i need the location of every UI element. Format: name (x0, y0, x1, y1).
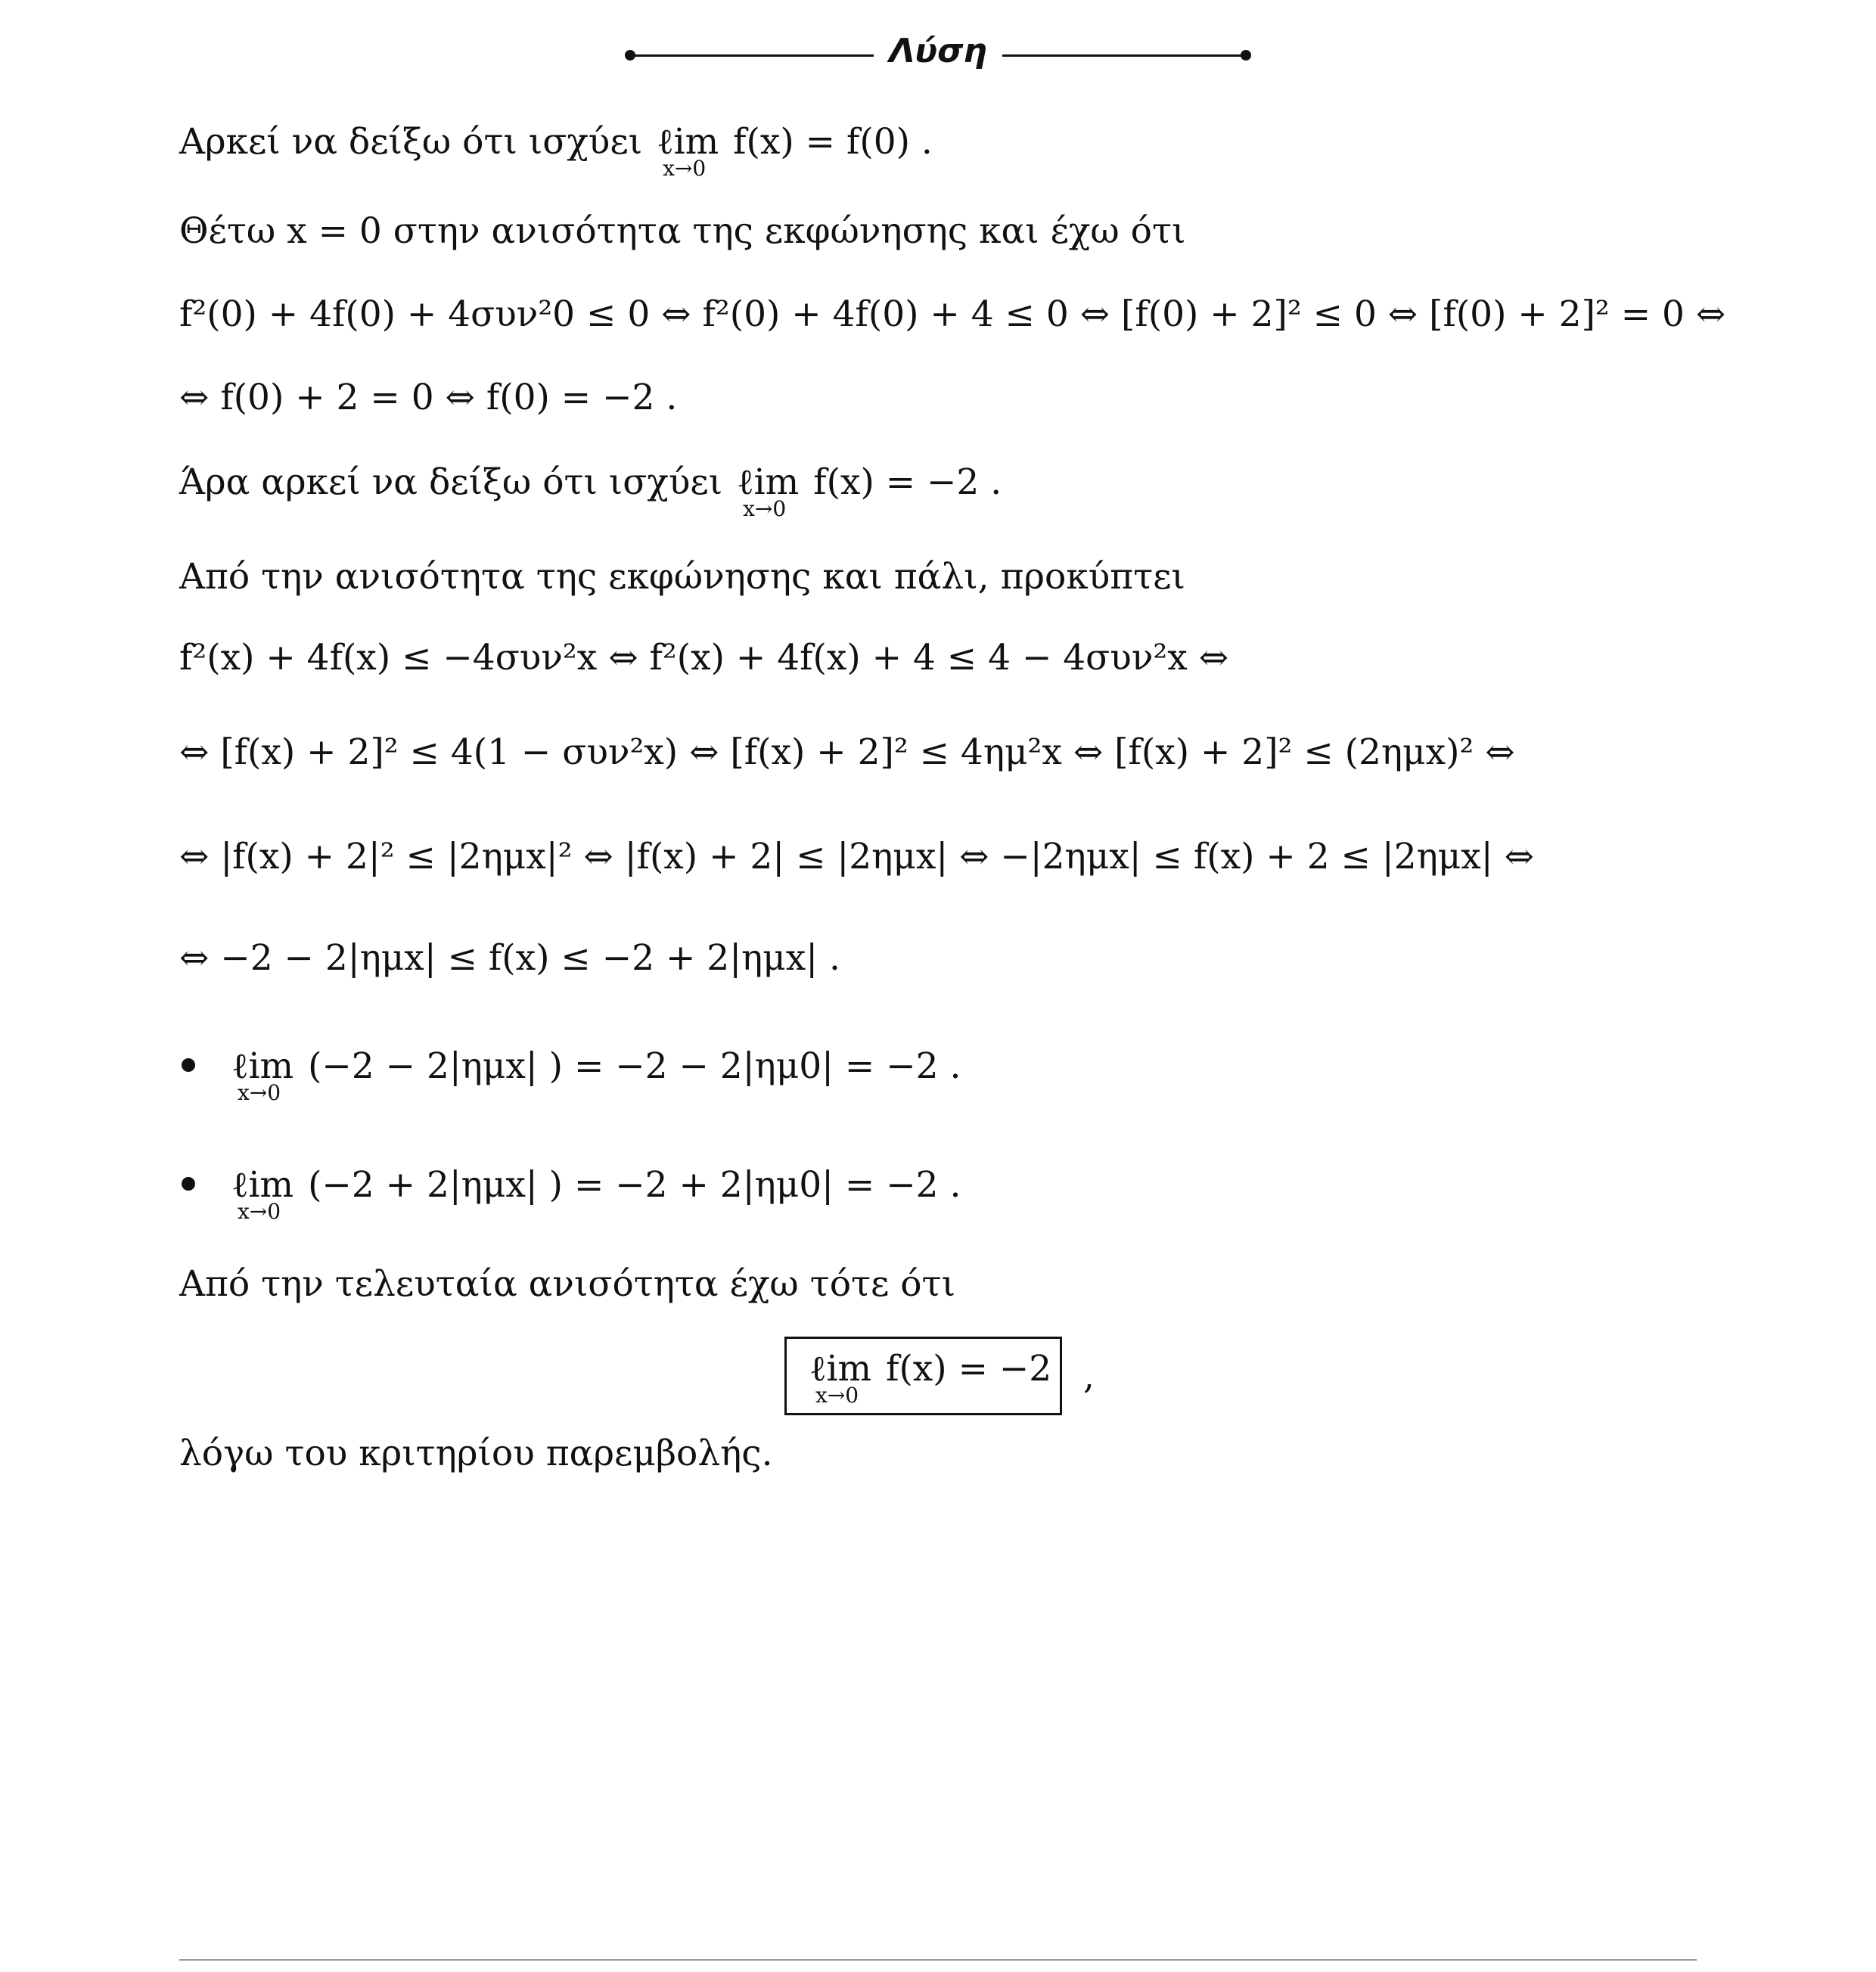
limit-operator: ℓim x→0 (231, 1164, 294, 1224)
header-dot-right (1241, 50, 1251, 61)
math-line-2 (179, 375, 677, 421)
limit-subscript: x→0 (238, 1080, 281, 1105)
line-text: Αρκεί να δείξω ότι ισχύει (179, 121, 654, 163)
limit-subscript: x→0 (238, 1199, 281, 1224)
result-text: f(x) = −2 (874, 1348, 1052, 1390)
equation-text: ⇔ [f(x) + 2]² ≤ 4(1 − συν²x) ⇔ [f(x) + 2]² ≤ 4ημ²x ⇔ [f(x) + 2]² ≤ (2ημx)² ⇔ (179, 731, 1515, 773)
text-line-5 (179, 1262, 955, 1307)
bullet-line-2 (228, 1163, 961, 1224)
boxed-result (784, 1337, 1062, 1415)
header-rule-right (1002, 54, 1248, 57)
text-line-3 (179, 460, 1002, 521)
text-line-6 (179, 1431, 773, 1477)
limit-operator: ℓim x→0 (809, 1348, 872, 1408)
limit-operator: ℓim x→0 (657, 121, 719, 181)
equation-text: (−2 + 2|ημx| ) = −2 + 2|ημ0| = −2 . (297, 1164, 961, 1206)
math-line-5 (179, 834, 1534, 880)
limit-operator: ℓim x→0 (231, 1045, 294, 1105)
section-header (628, 32, 1248, 77)
line-text: Από την τελευταία ανισότητα έχω τότε ότι (179, 1263, 956, 1305)
equation-text: ⇔ |f(x) + 2|² ≤ |2ημx|² ⇔ |f(x) + 2| ≤ |2ημx| ⇔ −|2ημx| ≤ f(x) + 2 ≤ |2ημx| ⇔ (179, 836, 1534, 877)
text-line-1 (179, 120, 933, 181)
bullet-1 (182, 1058, 195, 1072)
line-text-tail: f(x) = −2 . (802, 461, 1002, 503)
line-text: λόγω του κριτηρίου παρεμβολής. (179, 1433, 773, 1474)
line-text: Θέτω x = 0 στην ανισότητα της εκφώνησης και έχω ότι (179, 210, 1186, 252)
math-line-3 (179, 635, 1228, 681)
math-line-6 (179, 936, 840, 981)
equation-text: ⇔ −2 − 2|ημx| ≤ f(x) ≤ −2 + 2|ημx| . (179, 937, 840, 979)
limit-operator: ℓim x→0 (737, 461, 800, 521)
section-title: Λύση (889, 32, 987, 70)
line-text: Άρα αρκεί να δείξω ότι ισχύει (179, 461, 735, 503)
text-line-2 (179, 209, 1185, 254)
line-text: Από την ανισότητα της εκφώνησης και πάλι, προκύπτει (179, 556, 1185, 598)
equation-text: f²(x) + 4f(x) ≤ −4συν²x ⇔ f²(x) + 4f(x) + 4 ≤ 4 − 4συν²x ⇔ (179, 637, 1229, 679)
limit-subscript: x→0 (743, 496, 787, 521)
limit-subscript: x→0 (815, 1383, 859, 1408)
result-comma: , (1083, 1356, 1095, 1397)
bullet-line-1 (228, 1044, 961, 1105)
equation-text: ⇔ f(0) + 2 = 0 ⇔ f(0) = −2 . (179, 377, 678, 418)
text-line-4 (179, 554, 1185, 600)
footer-rule (179, 1959, 1697, 1961)
equation-text: (−2 − 2|ημx| ) = −2 − 2|ημ0| = −2 . (297, 1045, 961, 1087)
line-text-tail: f(x) = f(0) . (722, 121, 933, 163)
math-line-1 (179, 292, 1725, 337)
limit-subscript: x→0 (663, 156, 707, 181)
math-line-4 (179, 730, 1515, 775)
equation-text: f²(0) + 4f(0) + 4συν²0 ≤ 0 ⇔ f²(0) + 4f(0) + 4 ≤ 0 ⇔ [f(0) + 2]² ≤ 0 ⇔ [f(0) + 2]² = 0 ⇔ (179, 293, 1726, 335)
bullet-2 (182, 1177, 195, 1191)
